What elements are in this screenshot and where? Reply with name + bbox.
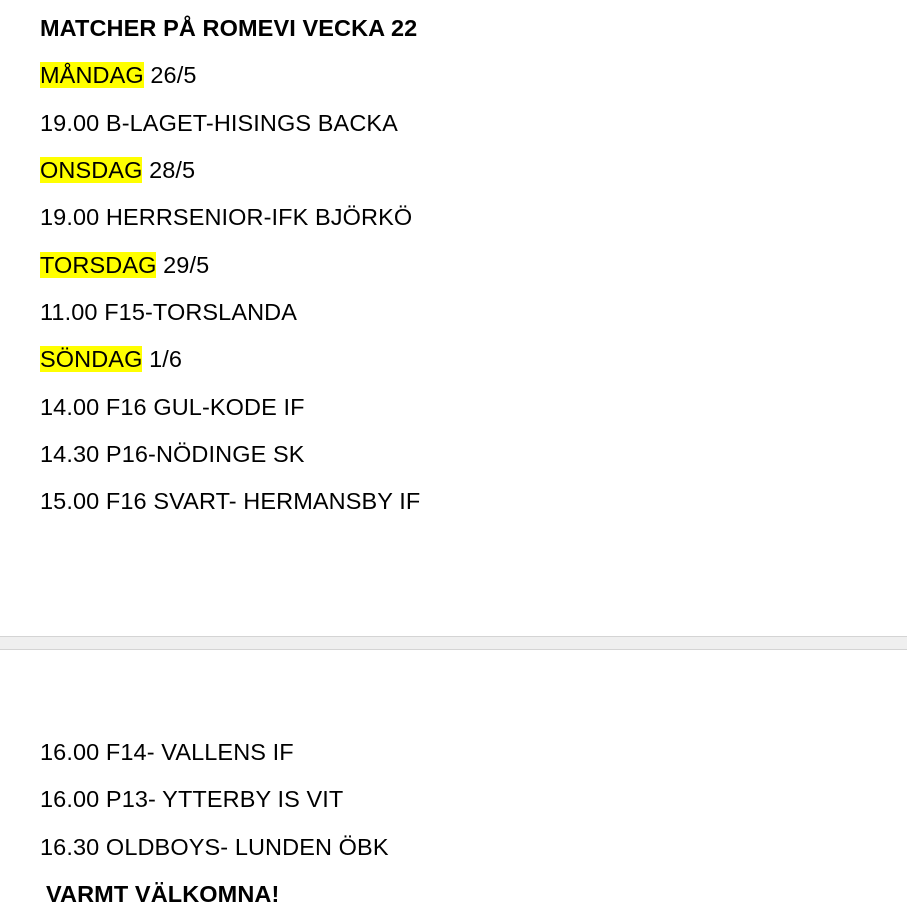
day-date: 26/5	[150, 62, 197, 88]
match-line: 11.00 F15-TORSLANDA	[40, 299, 298, 325]
match-line: 16.00 F14- VALLENS IF	[40, 739, 294, 765]
day-name-highlight: MÅNDAG	[40, 62, 144, 88]
day-heading-monday	[40, 61, 197, 89]
day-name-highlight: SÖNDAG	[40, 346, 143, 372]
match-line: 15.00 F16 SVART- HERMANSBY IF	[40, 488, 421, 514]
day-date: 29/5	[163, 252, 210, 278]
match-line: 19.00 B-LAGET-HISINGS BACKA	[40, 110, 398, 136]
match-line: 14.30 P16-NÖDINGE SK	[40, 441, 305, 467]
day-heading-sunday	[40, 345, 182, 373]
day-date: 1/6	[149, 346, 183, 372]
day-heading-thursday	[40, 251, 209, 279]
match-line: 14.00 F16 GUL-KODE IF	[40, 394, 305, 420]
page-break-gap	[0, 636, 907, 650]
day-date: 28/5	[149, 157, 196, 183]
day-name-highlight: ONSDAG	[40, 157, 143, 183]
document-page-2	[0, 650, 907, 917]
day-heading-wednesday	[40, 156, 195, 184]
match-line: 16.00 P13- YTTERBY IS VIT	[40, 786, 344, 812]
day-name-highlight: TORSDAG	[40, 252, 157, 278]
match-line: 19.00 HERRSENIOR-IFK BJÖRKÖ	[40, 204, 413, 230]
closing-greeting: VARMT VÄLKOMNA!	[46, 881, 280, 907]
match-line: 16.30 OLDBOYS- LUNDEN ÖBK	[40, 834, 389, 860]
document-title: MATCHER PÅ ROMEVI VECKA 22	[40, 15, 418, 41]
